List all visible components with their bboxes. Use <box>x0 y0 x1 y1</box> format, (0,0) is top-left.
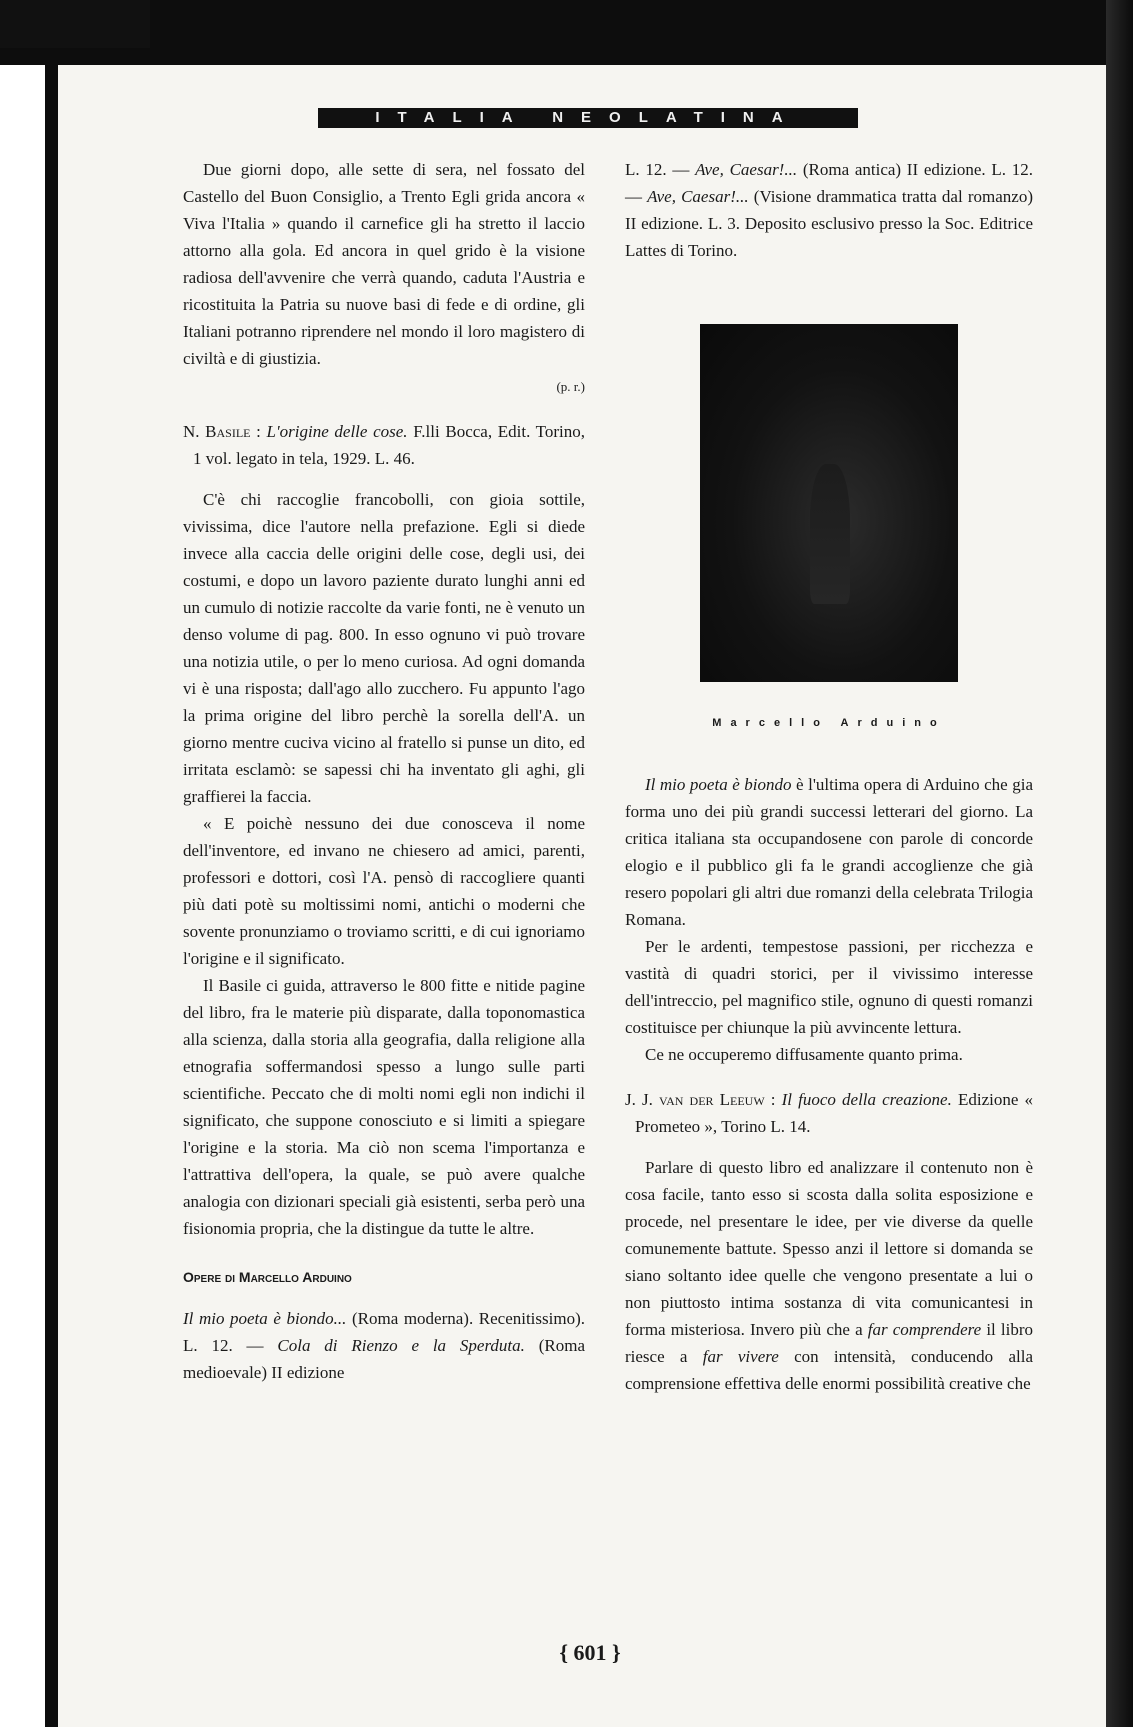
right-column <box>625 156 1033 1397</box>
scan-border-right <box>1106 0 1133 1727</box>
entry-publisher: Edizione « Prometeo », Torino L. 14. <box>635 1090 1034 1136</box>
paragraph-prima: Ce ne occuperemo diffusamente quanto prima. <box>645 1045 963 1064</box>
opere-title-3: Ave, Caesar!... <box>695 160 798 179</box>
book-entry-basile: N. Basile : L'origine delle cose. F.lli Bocca, Edit. Torino, 1 vol. legato in tela, 1929. L. 46. <box>183 422 585 468</box>
scan-border-top <box>0 0 1133 65</box>
entry-author: J. J. van der Leeuw <box>625 1090 765 1109</box>
scan-border-left <box>45 55 58 1727</box>
entry-author: N. Basile <box>183 422 251 441</box>
paragraph-mio-poeta: Il mio poeta è biondo è l'ultima opera di Arduino che gia forma uno dei più grandi successi letterari del giorno. La critica italiana sta occupandosene con parole di concorde elogio e il pubblico gli fa le grandi accoglienze che già resero popolari gli altri due romanzi della celebrata Trilogia Romana. <box>625 775 1034 929</box>
paragraph-basile-guida: Il Basile ci guida, attraverso le 800 fitte e nitide pagine del libro, fra le materie più disparate, dalla toponomastica alla scienza, dalla storia alla geografia, dalla religione alla etnografia soffermandosi spesso a lungo sulle parti scientifiche. Peccato che di molti nomi egli non indichi il significato, che suppone conosciuto e si limiti a spiegare l'origine e la storia. Ma ciò non scema l'importanza e l'attrattiva dell'opera, la quale, se può avere qualche analogia con dizionari speciali già esistenti, serba però una fisionomia propria, che la distingue da tutte le altre. <box>183 976 585 1238</box>
opere-list-continued: L. 12. — Ave, Caesar!... (Roma antica) II edizione. L. 12. — Ave, Caesar!... (Visione drammatica tratta dal romanzo) II edizione. L. 3. Deposito esclusivo presso la Soc. Editrice Lattes di Torino. <box>625 160 1034 260</box>
paragraph-passioni: Per le ardenti, tempestose passioni, per ricchezza e vastità di quadri storici, per il vivissimo interesse dell'intreccio, pel magnifico stile, ognuno di questi romanzi costituisce per chiunque la più avvincente lettura. <box>625 937 1033 1037</box>
book-title: Il mio poeta è biondo <box>645 775 792 794</box>
scan-border-corner <box>0 0 150 48</box>
section-heading-opere: Opere di Marcello Arduino <box>183 1269 352 1285</box>
left-column <box>183 156 585 1386</box>
portrait-figure <box>810 464 850 604</box>
running-header: ITALIA NEOLATINA <box>318 108 858 128</box>
portrait-caption: Marcello Arduino <box>712 717 946 729</box>
opere-list <box>183 1305 585 1386</box>
paragraph-inventore: « E poichè nessuno dei due conosceva il nome dell'inventore, ed invano ne chiesero ad amici, parenti, professori e dottori, così l'A. pensò di raccogliere quanti più dati potè su moltissimi nomi, antichi o moderni che sovente pronunziamo o troviamo scritti, e di cui ignoriamo l'origine e il significato. <box>183 814 585 968</box>
opere-title-1: Il mio poeta è biondo... <box>183 1309 347 1328</box>
author-portrait <box>700 324 958 682</box>
paragraph-francobolli: C'è chi raccoglie francobolli, con gioia sottile, vivissima, dice l'autore nella prefazione. Egli si diede invece alla caccia delle origini delle cose, degli usi, dei costumi, e dopo un lavoro paziente durato lunghi anni ed un cumulo di notizie raccolte da varie fonti, ne è venuto un denso volume di pag. 800. In esso ognuno vi può trovare una notizia utile, o per lo meno curiosa. Ad ogni domanda vi è una risposta; dall'ago allo zucchero. Fu appunto l'ago la prima origine del libro perchè la sorella dell'A. un giorno mentre cuciva vicino al fratello si punse un dito, ed irritata esclamò: se sapessi chi ha inventato gli aghi, gli graffierei la faccia. <box>183 490 585 806</box>
entry-publisher: F.lli Bocca, Edit. Torino, 1 vol. legato in tela, 1929. L. 46. <box>193 422 585 468</box>
opere-title-2: Cola di Rienzo e la Sperduta. <box>277 1336 525 1355</box>
entry-title: L'origine delle cose. <box>266 422 408 441</box>
paragraph-trento: Due giorni dopo, alle sette di sera, nel fossato del Castello del Buon Consiglio, a Trento Egli grida ancora « Viva l'Italia » quando il carnefice gli ha stretto il laccio attorno alla gola. Ed ancora in quel grido è la visione radiosa dell'avvenire che verrà quando, caduta l'Austria e ricostituita la Patria su nuove basi di fede e di ordine, gli Italiani potranno riprendere nel mondo il loro magistero di civiltà e di giustizia. <box>183 160 585 368</box>
book-entry-van-der-leeuw: J. J. van der Leeuw : Il fuoco della creazione. Edizione « Prometeo », Torino L. 14. <box>625 1090 1034 1136</box>
entry-title: Il fuoco della creazione. <box>781 1090 952 1109</box>
page-number: { 601 } <box>559 1640 621 1665</box>
opere-text-2: (Roma medioevale) II edizione <box>183 1336 586 1382</box>
opere-title-4: Ave, Caesar!... <box>647 187 749 206</box>
paragraph-parlare: Parlare di questo libro ed analizzare il contenuto non è cosa facile, tanto esso si scosta dalla solita esposizione e procede, nel presentare le idee, per vie diverse da quelle comunemente battute. Spesso anzi il lettore si domanda se siano soltanto idee quelle che vengono presentate a lui o non piuttosto intima sostanza di vita comunicantesi in forma misteriosa. Invero più che a far comprendere il libro riesce a far vivere con intensità, conducendo alla comprensione effettiva delle enormi possibilità creative che <box>625 1158 1034 1393</box>
opere-text-1: (Roma moderna). Recenitissimo). L. 12. — <box>183 1309 585 1355</box>
signature: (p. r.) <box>556 379 585 394</box>
